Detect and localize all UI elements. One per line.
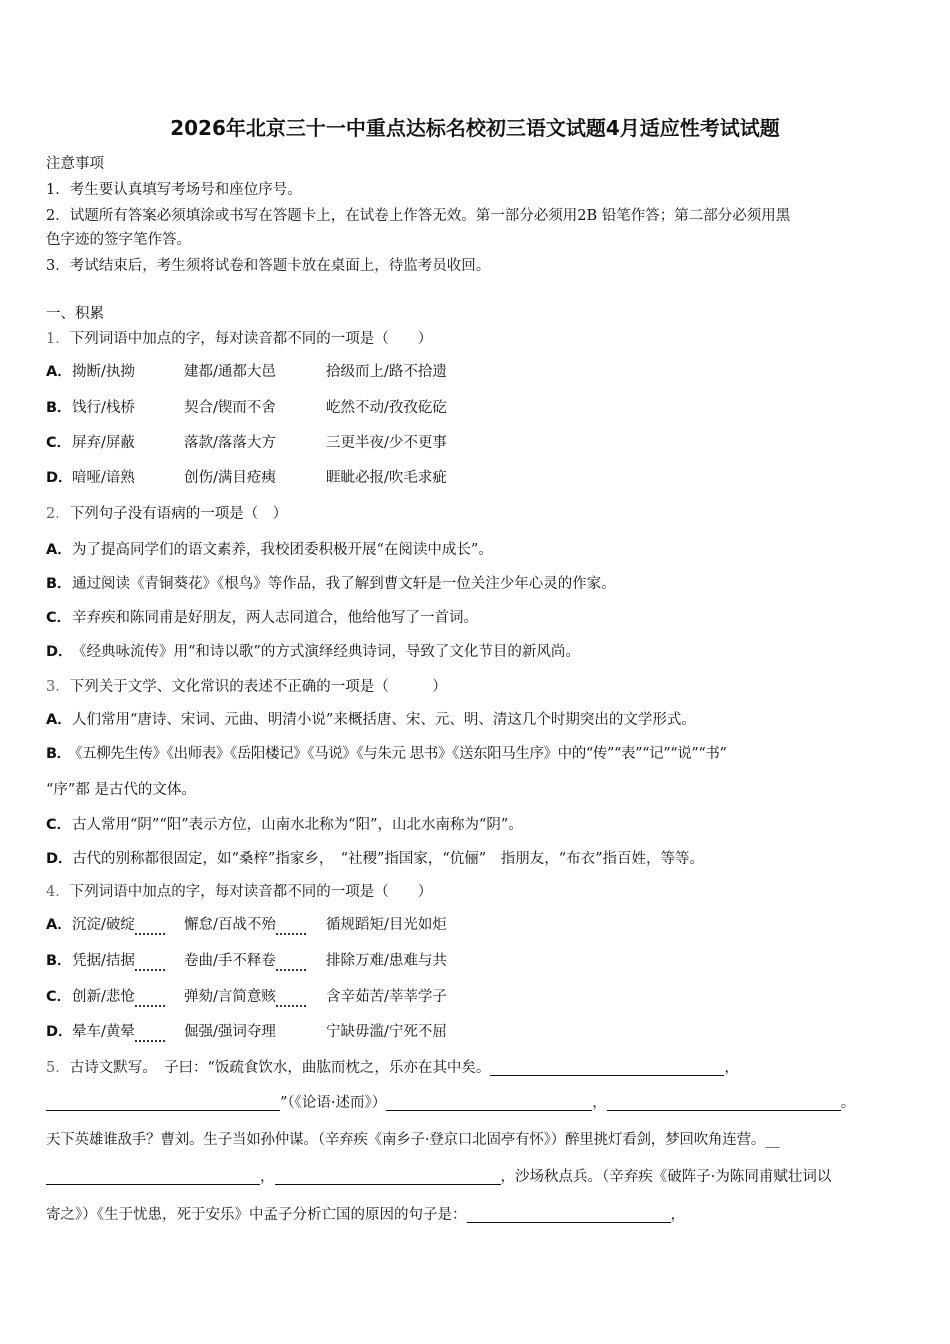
q4-option-a[interactable]: A．沉淀/破绽 bbox=[46, 913, 165, 935]
q4-option-c-pair3: 含辛茹苦/莘莘学子 bbox=[326, 989, 447, 1005]
question-5-line2: ”（《论语·述而》） ， 。 bbox=[46, 1091, 855, 1112]
q1-option-d-pair2: 创伤/满目疮痍 bbox=[184, 470, 276, 486]
q1-option-c-pair3: 三更半夜/少不更事 bbox=[326, 435, 447, 451]
page-title: 2026年北京三十一中重点达标名校初三语文试题4月适应性考试试题 bbox=[170, 116, 780, 140]
emphasis-dots bbox=[276, 995, 306, 1007]
notice-heading: 注意事项 bbox=[46, 156, 104, 172]
question-text: 下列词语中加点的字，每对读音都不同的一项是（ ） bbox=[69, 884, 433, 900]
question-5-line1: 5．古诗文默写。 子曰：“饭疏食饮水，曲肱而枕之，乐亦在其中矣。 ， bbox=[46, 1060, 739, 1076]
q3-option-a[interactable]: A．人们常用“唐诗、宋词、元曲、明清小说”来概括唐、宋、元、明、清这几个时期突出的文学形式。 bbox=[46, 712, 696, 728]
q2-option-a[interactable]: A．为了提高同学们的语文素养，我校团委积极开展“在阅读中成长”。 bbox=[46, 542, 493, 558]
question-3-stem bbox=[46, 675, 447, 696]
q4-option-b-pair2: 卷曲/手不释卷 bbox=[184, 949, 306, 971]
question-5-line3: 天下英雄谁敌手？曹刘。生子当如孙仲谋。（辛弃疾《南乡子·登京口北固亭有怀》）醉里挑灯看剑，梦回吹角连营。__ bbox=[46, 1132, 780, 1148]
answer-blank[interactable] bbox=[275, 1170, 501, 1185]
notice-item: 2．试题所有答案必须填涂或书写在答题卡上，在试卷上作答无效。第一部分必须用2B 铅笔作答；第二部分必须用黑 bbox=[46, 208, 791, 224]
answer-blank[interactable] bbox=[386, 1096, 592, 1111]
q1-option-c[interactable]: C．屏弃/屏蔽 bbox=[46, 435, 135, 451]
answer-blank[interactable] bbox=[46, 1096, 280, 1111]
question-text: 下列关于文学、文化常识的表述不正确的一项是（ ） bbox=[69, 679, 447, 695]
q2-option-b[interactable]: B．通过阅读《青铜葵花》《根鸟》等作品，我了解到曹文轩是一位关注少年心灵的作家。 bbox=[46, 576, 616, 592]
question-text: 下列句子没有语病的一项是（ ） bbox=[69, 506, 288, 522]
q1-option-a-pair3: 拾级而上/路不拾遗 bbox=[326, 364, 447, 380]
q1-option-d[interactable]: D．喑哑/谙熟 bbox=[46, 470, 135, 486]
q1-option-b[interactable]: B．饯行/栈桥 bbox=[46, 400, 135, 416]
q1-option-d-pair3: 睚眦必报/吹毛求疵 bbox=[326, 470, 447, 486]
emphasis-dots bbox=[276, 959, 306, 971]
emphasis-dots bbox=[135, 959, 165, 971]
q4-option-b[interactable]: B．凭据/拮据 bbox=[46, 949, 165, 971]
question-number: 2． bbox=[46, 506, 70, 522]
emphasis-dots bbox=[276, 923, 306, 935]
answer-blank[interactable] bbox=[607, 1096, 841, 1111]
question-number: 1． bbox=[46, 331, 70, 347]
q1-option-b-pair3: 屹然不动/孜孜矻矻 bbox=[326, 400, 447, 416]
question-text: 古诗文默写。 子曰：“饭疏食饮水，曲肱而枕之，乐亦在其中矣。 bbox=[69, 1060, 491, 1076]
notice-item: 1．考生要认真填写考场号和座位序号。 bbox=[46, 182, 302, 198]
q1-option-a-pair2: 建都/通都大邑 bbox=[184, 364, 276, 380]
section-heading: 一、积累 bbox=[46, 306, 104, 322]
q4-option-c[interactable]: C．创新/悲怆 bbox=[46, 985, 165, 1007]
q3-option-b[interactable]: B．《五柳先生传》《出师表》《岳阳楼记》《马说》《与朱元 思书》《送东阳马生序》中的“传”“表”“记”“说”“书” bbox=[46, 746, 727, 762]
answer-blank[interactable] bbox=[490, 1061, 724, 1076]
question-text: 下列词语中加点的字，每对读音都不同的一项是（ ） bbox=[69, 331, 433, 347]
q4-option-a-pair3: 循规蹈矩/目光如炬 bbox=[326, 917, 447, 933]
q3-option-c[interactable]: C．古人常用“阴”“阳”表示方位，山南水北称为“阳”，山北水南称为“阴”。 bbox=[46, 817, 523, 833]
emphasis-dots bbox=[135, 1030, 165, 1042]
emphasis-dots bbox=[135, 995, 165, 1007]
q3-option-b-continued: “序”都 是古代的文体。 bbox=[46, 782, 196, 798]
question-5-line4: ， ，沙场秋点兵。（辛弃疾《破阵子·为陈同甫赋壮词以 bbox=[46, 1165, 831, 1186]
q4-option-d[interactable]: D．晕车/黄晕 bbox=[46, 1020, 165, 1042]
answer-blank[interactable] bbox=[46, 1170, 260, 1185]
notice-item: 色字迹的签字笔作答。 bbox=[46, 232, 191, 248]
q2-option-c[interactable]: C．辛弃疾和陈同甫是好朋友，两人志同道合，他给他写了一首词。 bbox=[46, 610, 478, 626]
q4-option-a-pair2: 懈怠/百战不殆 bbox=[184, 913, 306, 935]
emphasis-dots bbox=[135, 923, 165, 935]
q1-option-a[interactable]: A．拗断/执拗 bbox=[46, 364, 135, 380]
q1-option-c-pair2: 落款/落落大方 bbox=[184, 435, 276, 451]
question-5-line5: 寄之》）《生于忧患，死于安乐》中孟子分析亡国的原因的句子是： ， bbox=[46, 1207, 685, 1223]
q4-option-d-pair3: 宁缺毋滥/宁死不屈 bbox=[326, 1024, 447, 1040]
question-1-stem bbox=[46, 327, 432, 348]
q4-option-d-pair2: 倔强/强词夺理 bbox=[184, 1024, 276, 1040]
q4-option-b-pair3: 排除万难/患难与共 bbox=[326, 953, 447, 969]
question-number: 3． bbox=[46, 679, 70, 695]
answer-blank[interactable] bbox=[467, 1208, 671, 1223]
notice-item: 3．考试结束后，考生须将试卷和答题卡放在桌面上，待监考员收回。 bbox=[46, 258, 491, 274]
question-number: 5． bbox=[46, 1060, 70, 1076]
question-4-stem bbox=[46, 880, 432, 901]
q2-option-d[interactable]: D．《经典咏流传》用“和诗以歌”的方式演绎经典诗词，导致了文化节目的新风尚。 bbox=[46, 644, 580, 660]
q1-option-b-pair2: 契合/锲而不舍 bbox=[184, 400, 276, 416]
q4-option-c-pair2: 弹劾/言简意赅 bbox=[184, 985, 306, 1007]
question-2-stem bbox=[46, 502, 287, 523]
q3-option-d[interactable]: D．古代的别称都很固定，如“桑梓”指家乡， “社稷”指国家，“伉俪” 指朋友，“布衣”指百姓，等等。 bbox=[46, 851, 705, 867]
question-number: 4． bbox=[46, 884, 70, 900]
